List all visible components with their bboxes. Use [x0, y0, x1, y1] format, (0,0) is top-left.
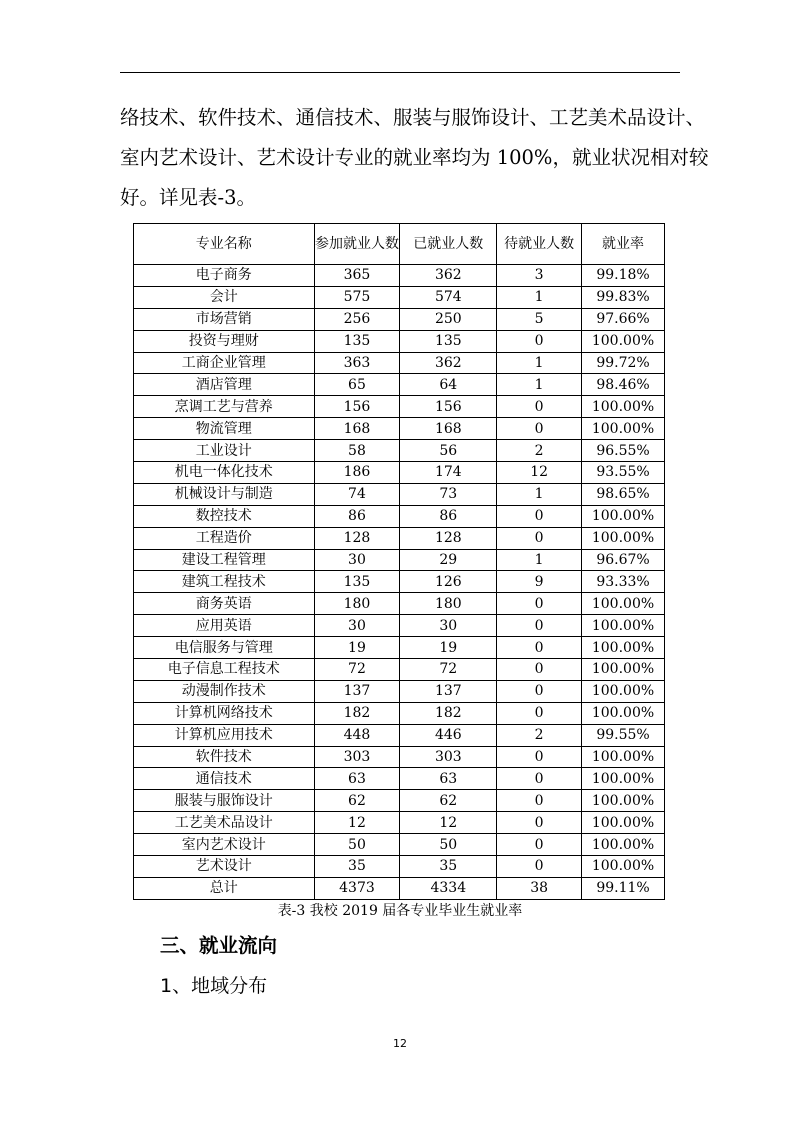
cell-rate: 99.83%: [582, 286, 665, 308]
cell-employed: 86: [400, 505, 497, 527]
cell-participants: 303: [314, 746, 400, 768]
table-row: [134, 483, 665, 505]
cell-rate: 96.67%: [582, 549, 665, 571]
cell-pending: 5: [497, 308, 582, 330]
cell-pending: 38: [497, 877, 582, 899]
cell-employed: 168: [400, 418, 497, 440]
cell-pending: 0: [497, 637, 582, 659]
header-employed: 已就业人数: [400, 224, 497, 265]
cell-major-name: 酒店管理: [134, 374, 315, 396]
cell-major-name: 应用英语: [134, 615, 315, 637]
cell-pending: 0: [497, 615, 582, 637]
header-major-name: 专业名称: [134, 224, 315, 265]
table-row: [134, 637, 665, 659]
body-paragraph: [120, 98, 709, 218]
cell-pending: 0: [497, 768, 582, 790]
cell-major-name: 服装与服饰设计: [134, 790, 315, 812]
cell-employed: 362: [400, 265, 497, 287]
table-row: [134, 374, 665, 396]
cell-major-name: 通信技术: [134, 768, 315, 790]
cell-rate: 93.33%: [582, 571, 665, 593]
cell-major-name: 投资与理财: [134, 330, 315, 352]
table-row: [134, 768, 665, 790]
cell-major-name: 商务英语: [134, 593, 315, 615]
cell-major-name: 会计: [134, 286, 315, 308]
cell-rate: 99.18%: [582, 265, 665, 287]
cell-participants: 448: [314, 724, 400, 746]
cell-employed: 182: [400, 702, 497, 724]
table-row: [134, 308, 665, 330]
header-participants: 参加就业人数: [314, 224, 400, 265]
cell-pending: 0: [497, 702, 582, 724]
paragraph-line: 好。详见表-3。: [120, 186, 256, 209]
table-row: [134, 615, 665, 637]
employment-rate-table: [133, 223, 665, 900]
cell-major-name: 机电一体化技术: [134, 462, 315, 484]
cell-major-name: 机械设计与制造: [134, 483, 315, 505]
table-row: [134, 549, 665, 571]
cell-participants: 182: [314, 702, 400, 724]
table-row: [134, 418, 665, 440]
cell-pending: 0: [497, 593, 582, 615]
cell-employed: 303: [400, 746, 497, 768]
table-row: [134, 702, 665, 724]
cell-major-name: 工商企业管理: [134, 352, 315, 374]
table-header-row: [134, 224, 665, 265]
cell-rate: 100.00%: [582, 527, 665, 549]
cell-participants: 12: [314, 812, 400, 834]
cell-pending: 0: [497, 396, 582, 418]
table-row: [134, 593, 665, 615]
cell-rate: 100.00%: [582, 396, 665, 418]
header-rule: [120, 72, 680, 73]
cell-rate: 100.00%: [582, 637, 665, 659]
cell-rate: 97.66%: [582, 308, 665, 330]
cell-employed: 250: [400, 308, 497, 330]
cell-pending: 0: [497, 505, 582, 527]
cell-participants: 365: [314, 265, 400, 287]
cell-pending: 9: [497, 571, 582, 593]
cell-employed: 126: [400, 571, 497, 593]
cell-major-name: 物流管理: [134, 418, 315, 440]
cell-rate: 100.00%: [582, 330, 665, 352]
cell-pending: 2: [497, 440, 582, 462]
table-row: [134, 724, 665, 746]
cell-employed: 180: [400, 593, 497, 615]
cell-participants: 186: [314, 462, 400, 484]
paragraph-line: 络技术、软件技术、通信技术、服装与服饰设计、工艺美术品设计、: [120, 106, 706, 129]
cell-employed: 56: [400, 440, 497, 462]
cell-major-name: 烹调工艺与营养: [134, 396, 315, 418]
cell-rate: 100.00%: [582, 659, 665, 681]
cell-major-name: 工艺美术品设计: [134, 812, 315, 834]
cell-participants: 63: [314, 768, 400, 790]
cell-major-name: 建设工程管理: [134, 549, 315, 571]
cell-rate: 99.72%: [582, 352, 665, 374]
cell-rate: 100.00%: [582, 680, 665, 702]
cell-pending: 0: [497, 790, 582, 812]
cell-participants: 156: [314, 396, 400, 418]
cell-participants: 86: [314, 505, 400, 527]
table-row: [134, 265, 665, 287]
cell-participants: 4373: [314, 877, 400, 899]
cell-employed: 29: [400, 549, 497, 571]
cell-major-name: 工业设计: [134, 440, 315, 462]
cell-major-name: 计算机网络技术: [134, 702, 315, 724]
cell-rate: 98.46%: [582, 374, 665, 396]
table-row: [134, 440, 665, 462]
cell-participants: 575: [314, 286, 400, 308]
cell-major-name: 电子信息工程技术: [134, 659, 315, 681]
cell-pending: 1: [497, 374, 582, 396]
cell-rate: 100.00%: [582, 790, 665, 812]
section-heading: 三、就业流向: [160, 934, 278, 957]
cell-participants: 72: [314, 659, 400, 681]
cell-employed: 64: [400, 374, 497, 396]
cell-participants: 135: [314, 330, 400, 352]
cell-pending: 0: [497, 527, 582, 549]
table-body: [134, 265, 665, 900]
table-row: [134, 680, 665, 702]
cell-participants: 50: [314, 834, 400, 856]
cell-participants: 30: [314, 615, 400, 637]
cell-participants: 137: [314, 680, 400, 702]
cell-rate: 100.00%: [582, 768, 665, 790]
cell-rate: 100.00%: [582, 746, 665, 768]
cell-pending: 1: [497, 549, 582, 571]
cell-major-name: 总计: [134, 877, 315, 899]
cell-pending: 0: [497, 856, 582, 878]
cell-pending: 3: [497, 265, 582, 287]
cell-major-name: 室内艺术设计: [134, 834, 315, 856]
cell-participants: 35: [314, 856, 400, 878]
cell-employed: 574: [400, 286, 497, 308]
table-row: [134, 396, 665, 418]
table-row: [134, 790, 665, 812]
cell-pending: 1: [497, 483, 582, 505]
cell-pending: 12: [497, 462, 582, 484]
cell-participants: 135: [314, 571, 400, 593]
cell-participants: 168: [314, 418, 400, 440]
cell-major-name: 建筑工程技术: [134, 571, 315, 593]
table-row: [134, 505, 665, 527]
cell-employed: 137: [400, 680, 497, 702]
cell-employed: 72: [400, 659, 497, 681]
cell-major-name: 电子商务: [134, 265, 315, 287]
cell-participants: 363: [314, 352, 400, 374]
table-row: [134, 352, 665, 374]
cell-participants: 128: [314, 527, 400, 549]
cell-rate: 100.00%: [582, 834, 665, 856]
header-rate: 就业率: [582, 224, 665, 265]
paragraph-line: 室内艺术设计、艺术设计专业的就业率均为 100%，就业状况相对较: [120, 146, 709, 169]
table-row: [134, 834, 665, 856]
cell-participants: 74: [314, 483, 400, 505]
table-caption: 表-3 我校 2019 届各专业毕业生就业率: [277, 903, 523, 919]
cell-rate: 99.11%: [582, 877, 665, 899]
cell-employed: 50: [400, 834, 497, 856]
cell-major-name: 数控技术: [134, 505, 315, 527]
cell-pending: 0: [497, 834, 582, 856]
cell-rate: 100.00%: [582, 856, 665, 878]
cell-employed: 73: [400, 483, 497, 505]
cell-participants: 256: [314, 308, 400, 330]
cell-employed: 62: [400, 790, 497, 812]
cell-pending: 0: [497, 680, 582, 702]
table-row: [134, 462, 665, 484]
table-row: [134, 659, 665, 681]
cell-pending: 1: [497, 286, 582, 308]
cell-rate: 100.00%: [582, 593, 665, 615]
cell-employed: 362: [400, 352, 497, 374]
cell-employed: 446: [400, 724, 497, 746]
table-row: [134, 527, 665, 549]
cell-employed: 156: [400, 396, 497, 418]
table-row: [134, 877, 665, 899]
cell-rate: 100.00%: [582, 418, 665, 440]
cell-major-name: 艺术设计: [134, 856, 315, 878]
cell-employed: 4334: [400, 877, 497, 899]
cell-pending: 0: [497, 812, 582, 834]
cell-pending: 0: [497, 746, 582, 768]
cell-pending: 2: [497, 724, 582, 746]
cell-major-name: 动漫制作技术: [134, 680, 315, 702]
cell-employed: 35: [400, 856, 497, 878]
cell-rate: 93.55%: [582, 462, 665, 484]
cell-employed: 128: [400, 527, 497, 549]
cell-major-name: 工程造价: [134, 527, 315, 549]
cell-employed: 63: [400, 768, 497, 790]
cell-pending: 0: [497, 330, 582, 352]
cell-employed: 135: [400, 330, 497, 352]
table-row: [134, 812, 665, 834]
cell-rate: 100.00%: [582, 812, 665, 834]
cell-rate: 100.00%: [582, 505, 665, 527]
cell-participants: 30: [314, 549, 400, 571]
subsection-heading: 1、地域分布: [160, 975, 268, 997]
page-number: 12: [393, 1037, 407, 1050]
cell-rate: 100.00%: [582, 615, 665, 637]
table-row: [134, 856, 665, 878]
cell-employed: 174: [400, 462, 497, 484]
cell-pending: 0: [497, 659, 582, 681]
cell-employed: 19: [400, 637, 497, 659]
cell-participants: 58: [314, 440, 400, 462]
cell-major-name: 电信服务与管理: [134, 637, 315, 659]
table-row: [134, 330, 665, 352]
table-row: [134, 571, 665, 593]
table-row: [134, 746, 665, 768]
cell-participants: 19: [314, 637, 400, 659]
cell-participants: 62: [314, 790, 400, 812]
cell-rate: 99.55%: [582, 724, 665, 746]
cell-major-name: 市场营销: [134, 308, 315, 330]
cell-rate: 100.00%: [582, 702, 665, 724]
header-pending: 待就业人数: [497, 224, 582, 265]
cell-pending: 0: [497, 418, 582, 440]
cell-employed: 30: [400, 615, 497, 637]
cell-participants: 180: [314, 593, 400, 615]
cell-rate: 96.55%: [582, 440, 665, 462]
cell-participants: 65: [314, 374, 400, 396]
cell-major-name: 计算机应用技术: [134, 724, 315, 746]
cell-major-name: 软件技术: [134, 746, 315, 768]
cell-pending: 1: [497, 352, 582, 374]
table-row: [134, 286, 665, 308]
cell-employed: 12: [400, 812, 497, 834]
cell-rate: 98.65%: [582, 483, 665, 505]
